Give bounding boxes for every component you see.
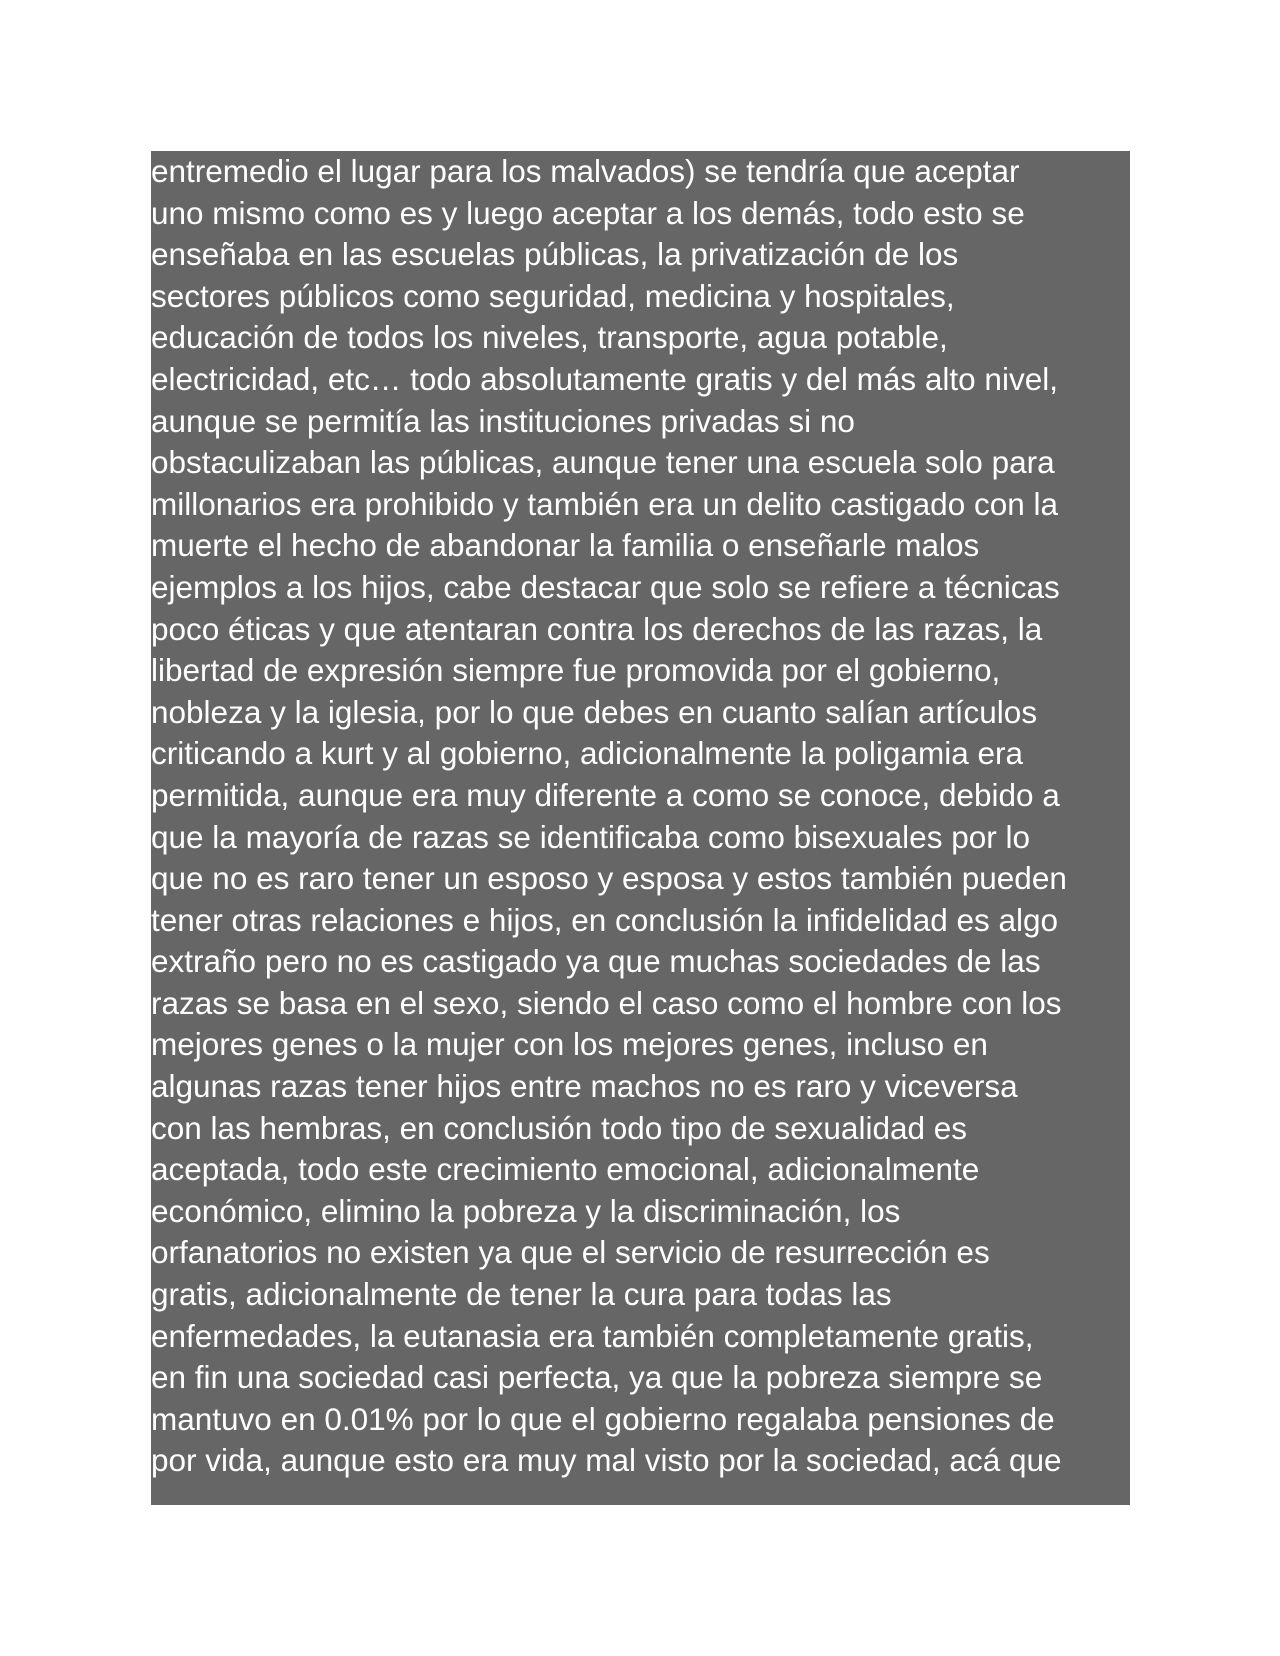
text-line: aunque se permitía las instituciones privadas si no bbox=[151, 402, 855, 439]
text-line: tener otras relaciones e hijos, en conclusión la infidelidad es algo bbox=[151, 901, 1059, 938]
text-line: algunas razas tener hijos entre machos no es raro y viceversa bbox=[151, 1068, 1018, 1105]
text-line: uno mismo como es y luego aceptar a los demás, todo esto se bbox=[151, 194, 1025, 231]
text-line: educación de todos los niveles, transporte, agua potable, bbox=[151, 319, 948, 356]
text-line: libertad de expresión siempre fue promovida por el gobierno, bbox=[151, 652, 1001, 689]
text-line: gratis, adicionalmente de tener la cura para todas las bbox=[151, 1276, 892, 1313]
text-line: entremedio el lugar para los malvados) se tendría que aceptar bbox=[151, 153, 1020, 189]
highlighted-text-block bbox=[151, 151, 1130, 1505]
text-line: nobleza y la iglesia, por lo que debes en cuanto salían artículos bbox=[151, 693, 1038, 730]
text-line: ejemplos a los hijos, cabe destacar que solo se refiere a técnicas bbox=[151, 568, 1060, 605]
text-line: razas se basa en el sexo, siendo el caso como el hombre con los bbox=[151, 984, 1062, 1021]
text-line: con las hembras, en conclusión todo tipo de sexualidad es bbox=[151, 1109, 968, 1146]
text-line: permitida, aunque era muy diferente a como se conoce, debido a bbox=[151, 776, 1060, 813]
text-line: económico, elimino la pobreza y la discriminación, los bbox=[151, 1192, 901, 1229]
text-line: poco éticas y que atentaran contra los derechos de las razas, la bbox=[151, 610, 1043, 647]
text-line: que la mayoría de razas se identificaba como bisexuales por lo bbox=[151, 818, 1030, 855]
text-line: criticando a kurt y al gobierno, adicionalmente la poligamia era bbox=[151, 735, 1023, 772]
text-line: en fin una sociedad casi perfecta, ya que la pobreza siempre se bbox=[151, 1359, 1043, 1396]
text-line: aceptada, todo este crecimiento emocional, adicionalmente bbox=[151, 1151, 980, 1188]
text-line: que no es raro tener un esposo y esposa y estos también pueden bbox=[151, 860, 1067, 897]
text-line: enfermedades, la eutanasia era también completamente gratis, bbox=[151, 1317, 1034, 1354]
text-line: obstaculizaban las públicas, aunque tener una escuela solo para bbox=[151, 444, 1055, 481]
text-line: orfanatorios no existen ya que el servicio de resurrección es bbox=[151, 1234, 990, 1271]
text-line: millonarios era prohibido y también era un delito castigado con la bbox=[151, 485, 1059, 522]
text-line: sectores públicos como seguridad, medicina y hospitales, bbox=[151, 277, 955, 314]
text-line: por vida, aunque esto era muy mal visto por la sociedad, acá que bbox=[151, 1442, 1062, 1479]
text-line: mantuvo en 0.01% por lo que el gobierno regalaba pensiones de bbox=[151, 1400, 1055, 1437]
text-line: electricidad, etc… todo absolutamente gratis y del más alto nivel, bbox=[151, 360, 1058, 397]
text-line: mejores genes o la mujer con los mejores genes, incluso en bbox=[151, 1026, 988, 1063]
text-line: muerte el hecho de abandonar la familia o enseñarle malos bbox=[151, 527, 980, 564]
text-line: enseñaba en las escuelas públicas, la privatización de los bbox=[151, 236, 959, 273]
text-line: extraño pero no es castigado ya que muchas sociedades de las bbox=[151, 943, 1041, 980]
